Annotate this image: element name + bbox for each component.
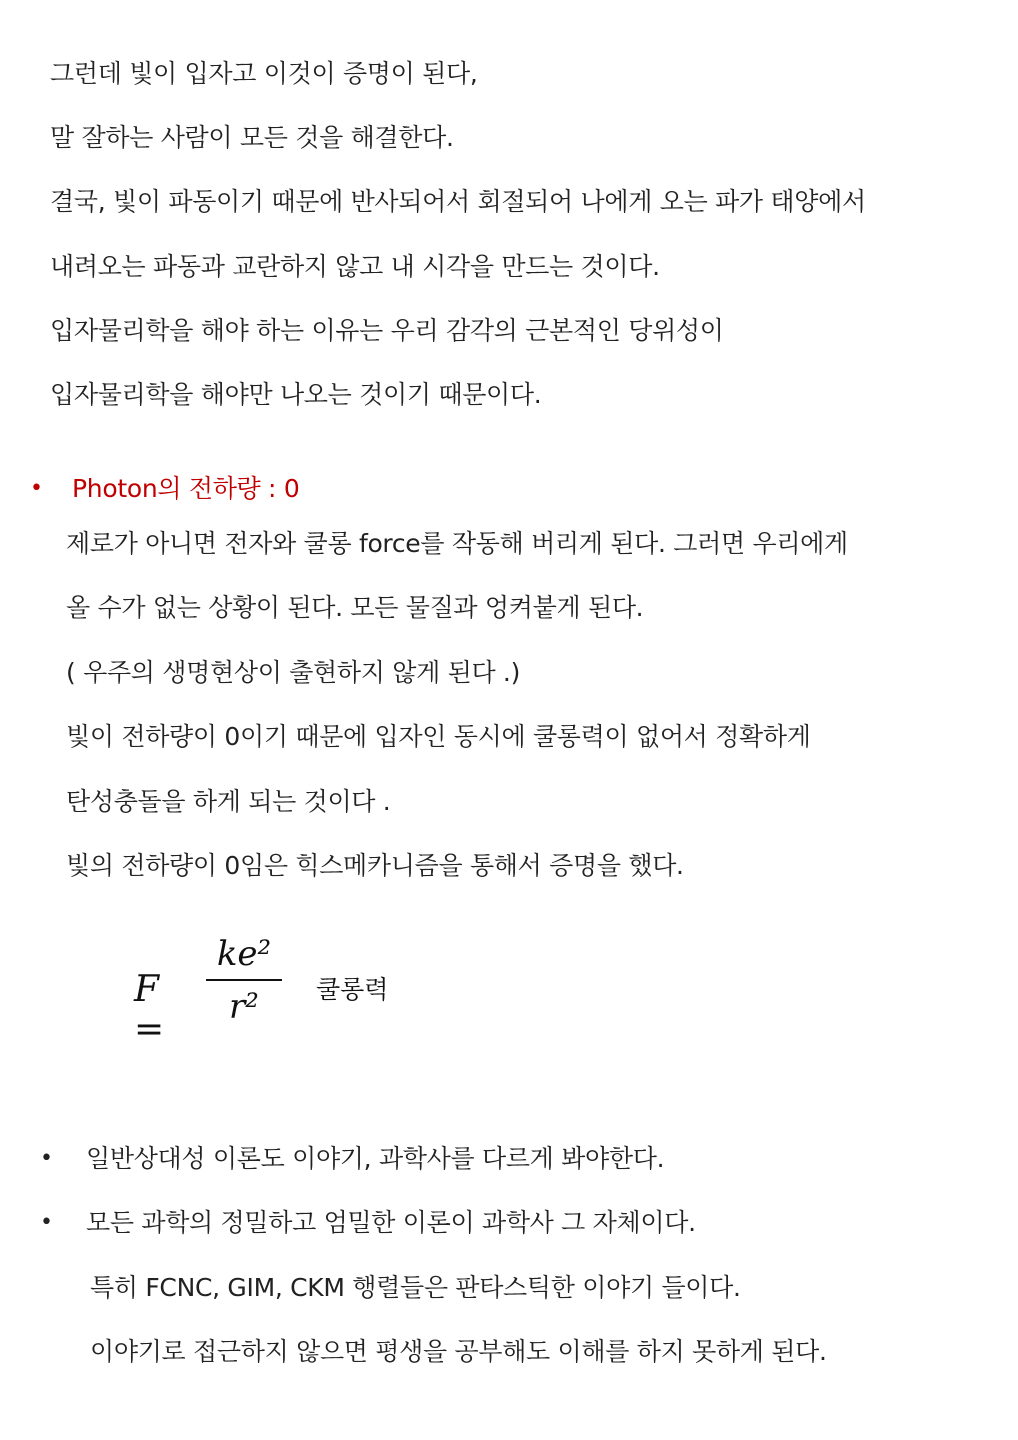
- section-heading: Photon의 전하량 : 0: [72, 474, 300, 503]
- paragraph-line: 내려오는 파동과 교란하지 않고 내 시각을 만드는 것이다.: [50, 252, 660, 281]
- section-line: 올 수가 없는 상황이 된다. 모든 물질과 엉켜붙게 된다.: [66, 593, 644, 622]
- formula-label: 쿨롱력: [316, 975, 389, 1004]
- bullet-icon: •: [40, 1210, 53, 1235]
- fraction-bar: [206, 979, 282, 981]
- paragraph-line: 입자물리학을 해야 하는 이유는 우리 감각의 근본적인 당위성이: [50, 316, 724, 345]
- bullet-text: 모든 과학의 정밀하고 엄밀한 이론이 과학사 그 자체이다.: [86, 1208, 696, 1237]
- section-line: 빛이 전하량이 0이기 때문에 입자인 동시에 쿨롱력이 없어서 정확하게: [66, 722, 811, 751]
- bullet-text: 일반상대성 이론도 이야기, 과학사를 다르게 봐야한다.: [86, 1144, 665, 1173]
- formula-numerator: ke²: [216, 934, 272, 974]
- paragraph-line: 입자물리학을 해야만 나오는 것이기 때문이다.: [50, 380, 542, 409]
- paragraph-line: 그런데 빛이 입자고 이것이 증명이 된다,: [50, 59, 478, 88]
- section-line: ( 우주의 생명현상이 출현하지 않게 된다 .): [66, 658, 521, 687]
- formula-denominator: r²: [229, 987, 259, 1027]
- paragraph-line: 결국, 빛이 파동이기 때문에 반사되어서 회절되어 나에게 오는 파가 태양에서: [50, 187, 866, 216]
- section-line: 탄성충돌을 하게 되는 것이다 .: [66, 787, 391, 816]
- formula-lhs: F =: [134, 969, 165, 1050]
- section-line: 제로가 아니면 전자와 쿨롱 force를 작동해 버리게 된다. 그러면 우리에게: [66, 529, 848, 558]
- formula-fraction: [206, 932, 282, 1029]
- bullet-icon: •: [30, 476, 43, 501]
- section-line: 빛의 전하량이 0임은 힉스메카니즘을 통해서 증명을 했다.: [66, 851, 684, 880]
- closing-line: 특히 FCNC, GIM, CKM 행렬들은 판타스틱한 이야기 들이다.: [90, 1273, 741, 1302]
- paragraph-line: 말 잘하는 사람이 모든 것을 해결한다.: [50, 123, 454, 152]
- closing-line: 이야기로 접근하지 않으면 평생을 공부해도 이해를 하지 못하게 된다.: [90, 1337, 827, 1366]
- bullet-icon: •: [40, 1146, 53, 1171]
